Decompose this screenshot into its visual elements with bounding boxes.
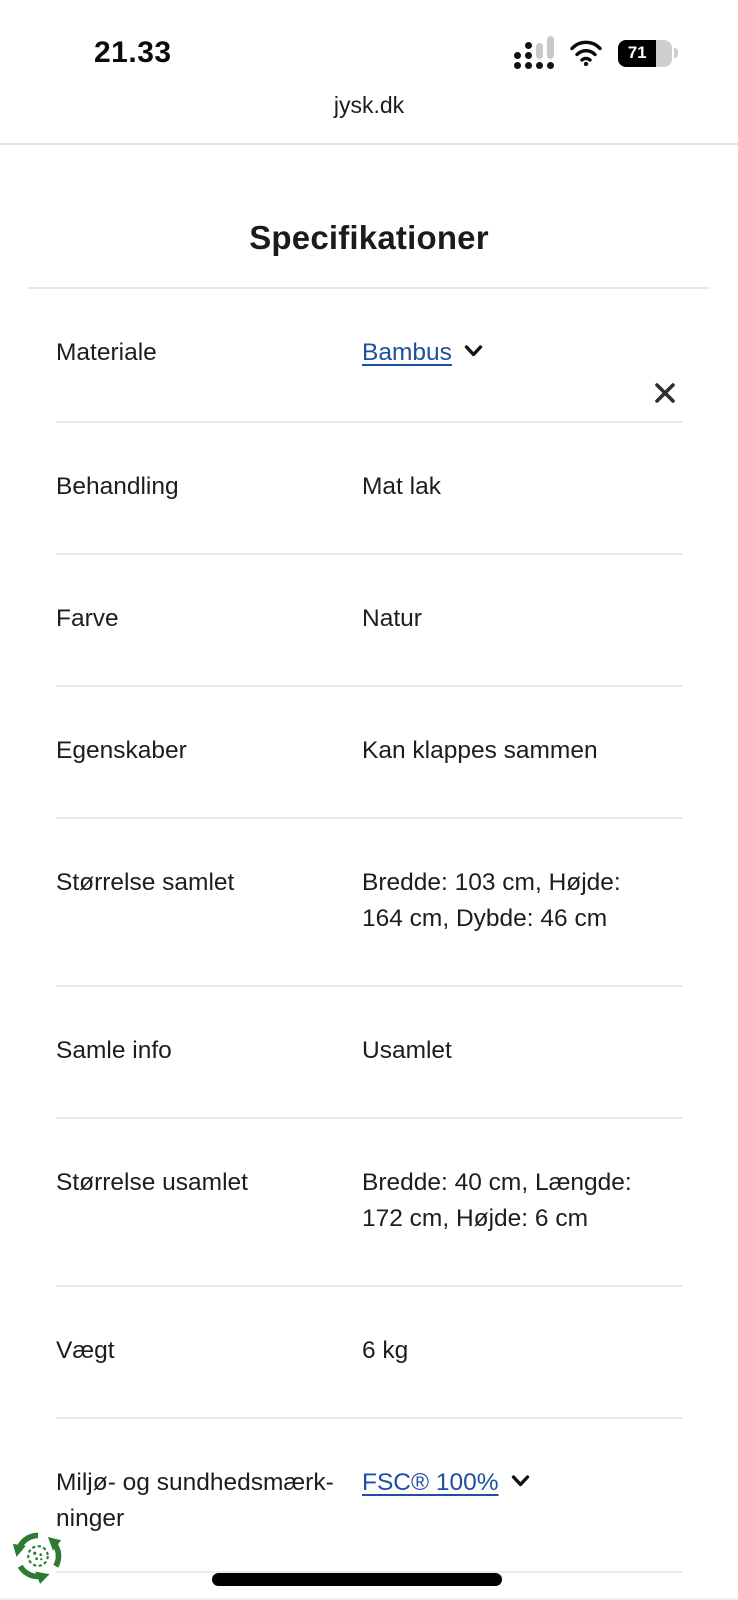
- spec-row-egenskaber: [56, 687, 682, 819]
- spec-row-miljoemaerkninger: [56, 1419, 682, 1573]
- close-button[interactable]: [650, 379, 680, 409]
- spec-value-link[interactable]: Bambus: [362, 339, 452, 366]
- spec-row-behandling: [56, 423, 682, 555]
- status-bar: [0, 0, 738, 92]
- page-title: Specifikationer: [249, 219, 489, 256]
- spec-value: Usamlet: [362, 1037, 452, 1064]
- spec-label: Størrelse samlet: [56, 869, 235, 896]
- clock: 21.33: [94, 36, 172, 69]
- spec-label: Farve: [56, 605, 119, 632]
- browser-url-bar[interactable]: [0, 92, 738, 145]
- spec-label: Størrelse usamlet: [56, 1169, 248, 1196]
- cellular-signal-icon: [514, 37, 554, 69]
- wifi-icon: [569, 40, 603, 66]
- spec-value: [362, 1465, 642, 1503]
- battery-percent: 71: [618, 40, 656, 67]
- spec-value-link[interactable]: FSC® 100%: [362, 1469, 499, 1496]
- spec-value: Natur: [362, 605, 422, 632]
- close-icon: [651, 395, 679, 410]
- cookie-consent-button[interactable]: [10, 1528, 66, 1584]
- spec-label: Egenskaber: [56, 737, 187, 764]
- spec-row-stoerrelse-samlet: [56, 819, 682, 987]
- spec-label: Samle info: [56, 1037, 172, 1064]
- spec-row-farve: [56, 555, 682, 687]
- chevron-down-icon[interactable]: [462, 337, 485, 373]
- spec-value: Bredde: 40 cm, Længde: 172 cm, Højde: 6 cm: [362, 1169, 632, 1232]
- spec-row-stoerrelse-usamlet: [56, 1119, 682, 1287]
- specifications-table: [56, 289, 682, 1573]
- spec-value: [362, 335, 642, 373]
- modal-header: [0, 145, 738, 287]
- spec-label: Materiale: [56, 339, 157, 366]
- spec-value: Kan klappes sammen: [362, 737, 598, 764]
- spec-value: 6 kg: [362, 1337, 409, 1364]
- spec-label: Behandling: [56, 473, 179, 500]
- cookie-consent-icon: [10, 1572, 66, 1587]
- spec-row-samle-info: [56, 987, 682, 1119]
- battery-icon: [618, 40, 678, 67]
- spec-label: Miljø- og sundhedsmærk- ninger: [56, 1469, 334, 1532]
- spec-label: Vægt: [56, 1337, 115, 1364]
- url-text[interactable]: jysk.dk: [333, 92, 405, 118]
- spec-value: Bredde: 103 cm, Højde: 164 cm, Dybde: 46 cm: [362, 869, 621, 932]
- spec-value: Mat lak: [362, 473, 441, 500]
- chevron-down-icon[interactable]: [509, 1467, 532, 1503]
- status-icons: [514, 37, 678, 69]
- home-indicator[interactable]: [212, 1573, 502, 1586]
- spec-row-vaegt: [56, 1287, 682, 1419]
- spec-row-materiale: [56, 289, 682, 423]
